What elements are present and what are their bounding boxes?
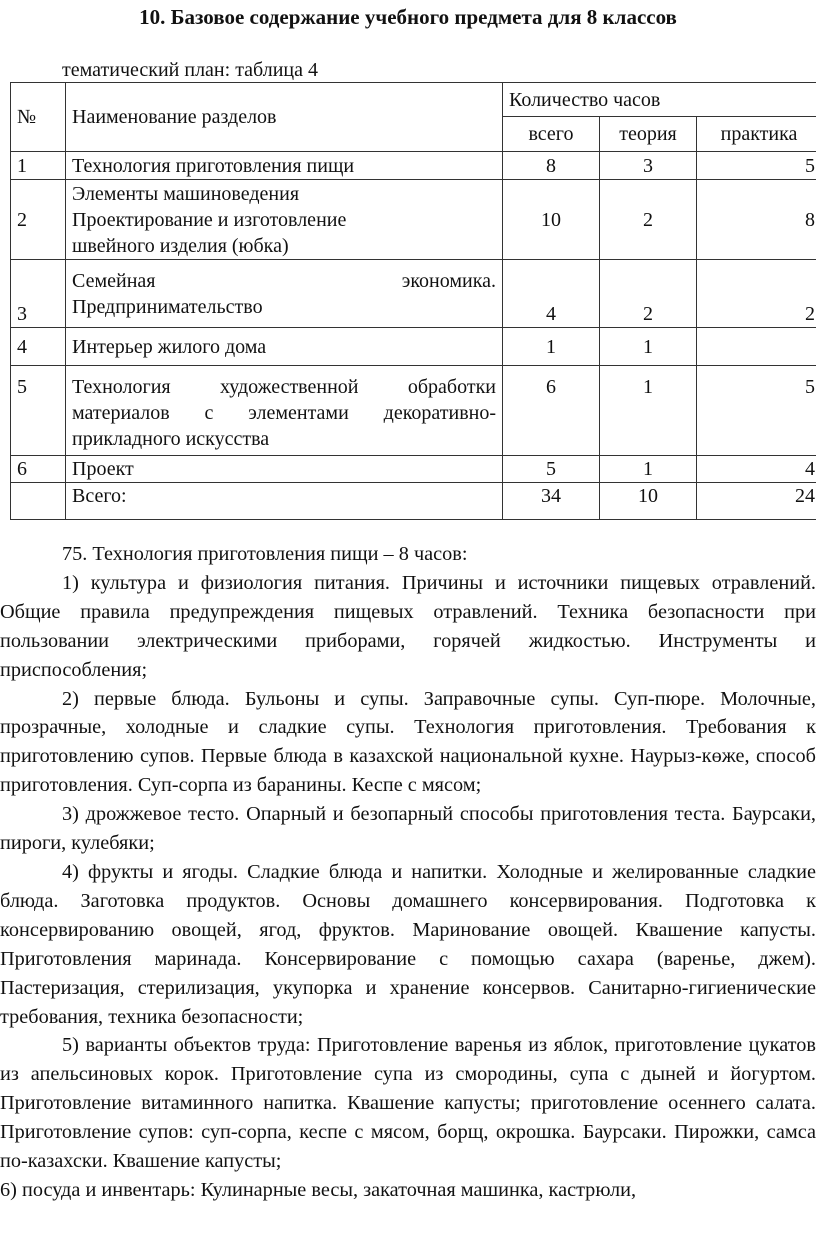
row-theory: 1 [600,456,697,483]
table-row [11,152,816,180]
header-num: № [11,83,66,152]
paragraph: 5) варианты объектов труда: Приготовление варенья из яблок, приготовление цукатов из апельсиновых корок. Приготовление супа из смородины, супа с дыней и йогуртом. Приготовление витаминного напитка. Квашение капусты; приготовление осеннего салата. Приготовление супов: суп-сорпа, кеспе с мясом, борщ, окрошка. Баурсаки. Пирожки, самса по-казахски. Квашение капусты; [0,1034,816,1173]
row-name: Всего: [66,483,503,520]
table-row [11,456,816,483]
row-practice: 5 [697,152,816,180]
row-name [66,180,503,260]
header-total: всего [503,117,600,152]
row-name-line: Предпринимательство [72,295,263,318]
table-total-row [11,483,816,520]
row-practice: 5 [697,366,816,456]
section-title: 75. Технология приготовления пищи – 8 часов: [62,543,468,565]
header-section-name: Наименование разделов [66,83,503,152]
row-total: 10 [503,180,600,260]
row-theory: 2 [600,260,697,328]
row-total: 8 [503,152,600,180]
row-total: 4 [503,260,600,328]
row-theory: 10 [600,483,697,520]
row-num: 5 [11,366,66,456]
table-caption: тематический план: таблица 4 [62,59,318,81]
row-practice: 2 [697,260,816,328]
row-practice: 8 [697,180,816,260]
row-num: 6 [11,456,66,483]
row-practice: 4 [697,456,816,483]
row-name: Интерьер жилого дома [66,328,503,366]
row-num [11,483,66,520]
header-hours: Количество часов [503,83,816,117]
row-name-line: Элементы машиноведения [72,182,300,205]
content-body [0,540,816,1205]
row-name: Технология приготовления пищи [66,152,503,180]
header-practice: практика [697,117,816,152]
paragraph: 3) дрожжевое тесто. Опарный и безопарный способы приготовления теста. Баурсаки, пироги, кулебяки; [0,803,816,855]
table-row [11,260,816,328]
table-row [11,180,816,260]
row-num: 2 [11,180,66,260]
row-practice [697,328,816,366]
paragraph: 2) первые блюда. Бульоны и супы. Заправочные супы. Суп-пюре. Молочные, прозрачные, холодные и сладкие супы. Технология приготовления. Требования к приготовлению супов. Первые блюда в казахской национальной кухне. Наурыз-көже, способ приготовления. Суп-сорпа из баранины. Кеспе с мясом; [0,687,816,797]
paragraph: 4) фрукты и ягоды. Сладкие блюда и напитки. Холодные и желированные сладкие блюда. Заготовка продуктов. Основы домашнего консервирования. Подготовка к консервированию овощей, ягод, фруктов. Маринование овощей. Квашение капусты. Приготовления маринада. Консервирование с помощью сахара (варенье, джем). Пастеризация, стерилизация, укупорка и хранение консервов. Санитарно-гигиенические требования, техника безопасности; [0,860,816,1028]
row-num: 3 [11,260,66,328]
row-num: 4 [11,328,66,366]
paragraph-last-line: 6) посуда и инвентарь: Кулинарные весы, закаточная машинка, кастрюли, [0,1178,637,1201]
table-row [11,328,816,366]
row-name [66,260,503,328]
row-total: 5 [503,456,600,483]
row-theory: 1 [600,328,697,366]
paragraph: 1) культура и физиология питания. Причины и источники пищевых отравлений. Общие правила предупреждения пищевых отравлений. Техника безопасности при пользовании электрическими приборами, горячей жидкостью. Инструменты и приспособления; [0,571,816,681]
row-theory: 3 [600,152,697,180]
row-name-line: Проектирование и изготовление [72,208,347,231]
row-total: 6 [503,366,600,456]
header-theory: теория [600,117,697,152]
row-practice: 24 [697,483,816,520]
row-name: Проект [66,456,503,483]
row-total: 34 [503,483,600,520]
row-total: 1 [503,328,600,366]
thematic-plan-table [10,82,816,520]
table-header-row [11,83,816,117]
table-row [11,366,816,456]
row-name-line: швейного изделия (юбка) [72,234,289,257]
row-name: Технология художественной обработки материалов с элементами декоративно-прикладного искусства [66,366,503,456]
row-name-line: Семейная экономика. [72,269,496,292]
page-heading: 10. Базовое содержание учебного предмета для 8 классов [139,5,677,29]
row-theory: 2 [600,180,697,260]
row-num: 1 [11,152,66,180]
row-theory: 1 [600,366,697,456]
